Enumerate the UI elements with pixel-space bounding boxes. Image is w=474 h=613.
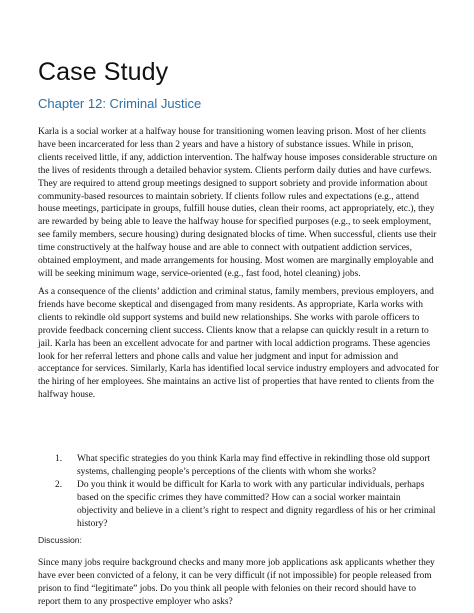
page-title: Case Study	[38, 58, 169, 86]
discussion-paragraph: Since many jobs require background checks and many more job applications ask applicants whether they have ever been convicted of a felony, it can be very difficult (if not impossible) for people released from prison to find “legitimate” jobs. Do you think all people with felonies on their record should have to report them to any prospective employer who asks?	[38, 558, 435, 607]
question-text: Do you think it would be difficult for Karla to work with any particular individuals, perhaps based on the specific crimes they have committed? How can a social worker maintain objectivity and believe in a client’s right to respect and dignity regardless of his or her criminal history?	[77, 479, 436, 529]
question-number: 1.	[55, 454, 63, 464]
chapter-subtitle: Chapter 12: Criminal Justice	[38, 96, 202, 111]
discussion-label: Discussion:	[38, 535, 82, 545]
question-number: 2.	[55, 479, 63, 490]
question-item	[38, 479, 440, 531]
case-paragraph-1: Karla is a social worker at a halfway house for transitioning women leaving prison. Most of her clients have been incarcerated for less than 2 years and have a history of substance issues. While in prison, clients received little, if any, addiction intervention. The halfway house imposes considerable structure on the lives of residents through a detailed behavior system. Clients perform daily duties and have curfews. They are required to attend group meetings designed to support sobriety and provide information about community-based resources to maintain sobriety. If clients follow rules and expectations (e.g., attend house meetings, participate in groups, fulfill house duties, clean their rooms, act appropriately, etc.), they are rewarded by being able to leave the halfway house for specified purposes (e.g., to seek employment, see family members, secure housing) during designated blocks of time. When successful, clients use their time constructively at the halfway house and are able to connect with outpatient addiction services, obtained employment, and made arrangements for housing. Most women are marginally employable and will be seeking minimum wage, service-oriented (e.g., fast food, hotel cleaning) jobs.	[38, 127, 438, 279]
question-item	[38, 453, 440, 479]
question-text: What specific strategies do you think Karla may find effective in rekindling those old support systems, challenging people’s perceptions of the clients with whom she works?	[77, 454, 431, 477]
question-list	[38, 453, 440, 530]
case-paragraph-2: As a consequence of the clients’ addiction and criminal status, family members, previous employers, and friends have become skeptical and disengaged from many residents. As appropriate, Karla works with clients to rekindle old support systems and build new relationships. She works with parole officers to provide feedback concerning client success. Clients know that a relapse can quickly result in a return to jail. Karla has been an excellent advocate for and partner with local addiction programs. These agencies look for her referral letters and phone calls and value her judgment and input for admission and acceptance for services. Similarly, Karla has identified local service industry employers and advocated for the hiring of her employees. She maintains an active list of properties that have rented to clients from the halfway house.	[38, 287, 439, 401]
